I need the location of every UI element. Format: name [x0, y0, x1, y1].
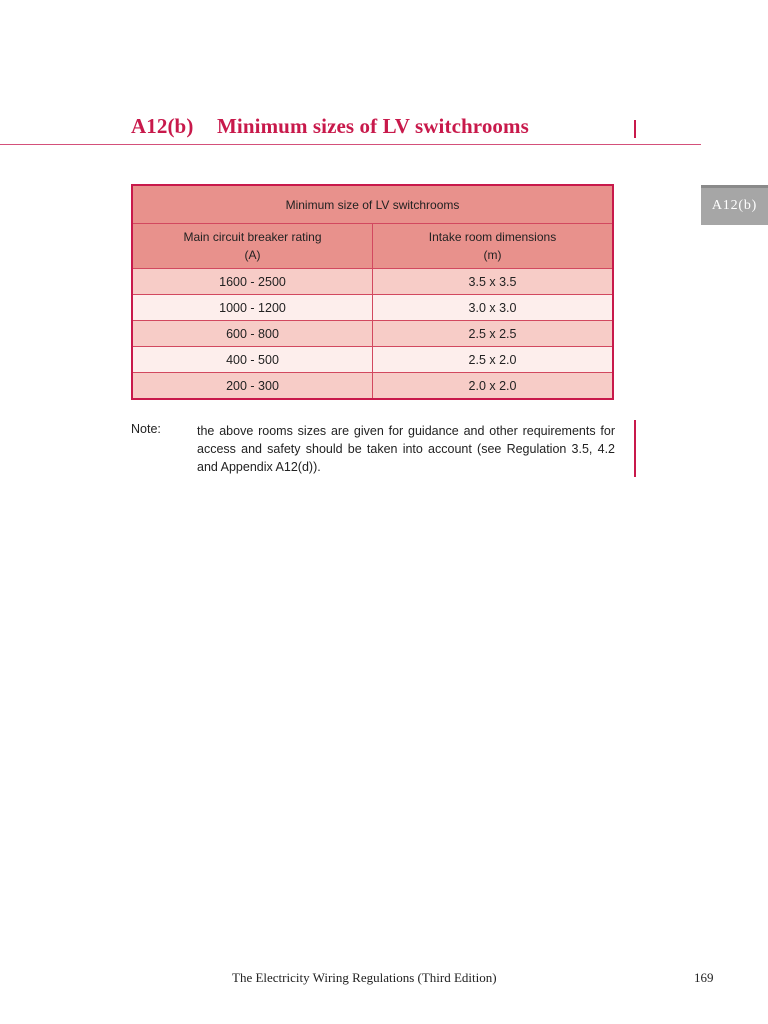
dimensions-cell: 2.5 x 2.0: [373, 347, 614, 373]
column-header-dimensions-unit: (m): [483, 248, 502, 262]
column-header-rating-label: Main circuit breaker rating: [183, 230, 322, 244]
change-bar: [634, 120, 636, 138]
table-header-row: [132, 224, 613, 269]
note-text: the above rooms sizes are given for guidance and other requirements for access and safety should be taken into account (see Regulation 3.5, 4.2 and Appendix A12(d)).: [197, 424, 615, 474]
column-header-dimensions-label: Intake room dimensions: [428, 230, 557, 244]
table-row: [132, 347, 613, 373]
section-title: Minimum sizes of LV switchrooms: [217, 114, 529, 138]
footer-publication-title: The Electricity Wiring Regulations (Third Edition): [232, 970, 497, 985]
section-code: A12(b): [131, 114, 194, 138]
column-header-dimensions: [373, 224, 614, 269]
rating-cell: 600 - 800: [132, 321, 373, 347]
rating-cell: 200 - 300: [132, 373, 373, 400]
rating-cell: 1600 - 2500: [132, 269, 373, 295]
section-heading: [131, 114, 529, 139]
dimensions-cell: 2.5 x 2.5: [373, 321, 614, 347]
table-row: [132, 295, 613, 321]
table-row: [132, 373, 613, 400]
side-section-tab: A12(b): [701, 185, 768, 225]
table-caption: Minimum size of LV switchrooms: [132, 185, 613, 224]
rating-cell: 400 - 500: [132, 347, 373, 373]
page-number: 169: [694, 970, 714, 985]
switchroom-size-table: [131, 184, 614, 400]
table-row: [132, 321, 613, 347]
table-caption-row: [132, 185, 613, 224]
heading-divider: [0, 144, 701, 145]
dimensions-cell: 3.0 x 3.0: [373, 295, 614, 321]
column-header-rating-unit: (A): [244, 248, 261, 262]
note-label: Note:: [131, 422, 161, 436]
dimensions-cell: 3.5 x 3.5: [373, 269, 614, 295]
rating-cell: 1000 - 1200: [132, 295, 373, 321]
table-row: [132, 269, 613, 295]
change-bar: [634, 420, 636, 477]
dimensions-cell: 2.0 x 2.0: [373, 373, 614, 400]
column-header-rating: [132, 224, 373, 269]
